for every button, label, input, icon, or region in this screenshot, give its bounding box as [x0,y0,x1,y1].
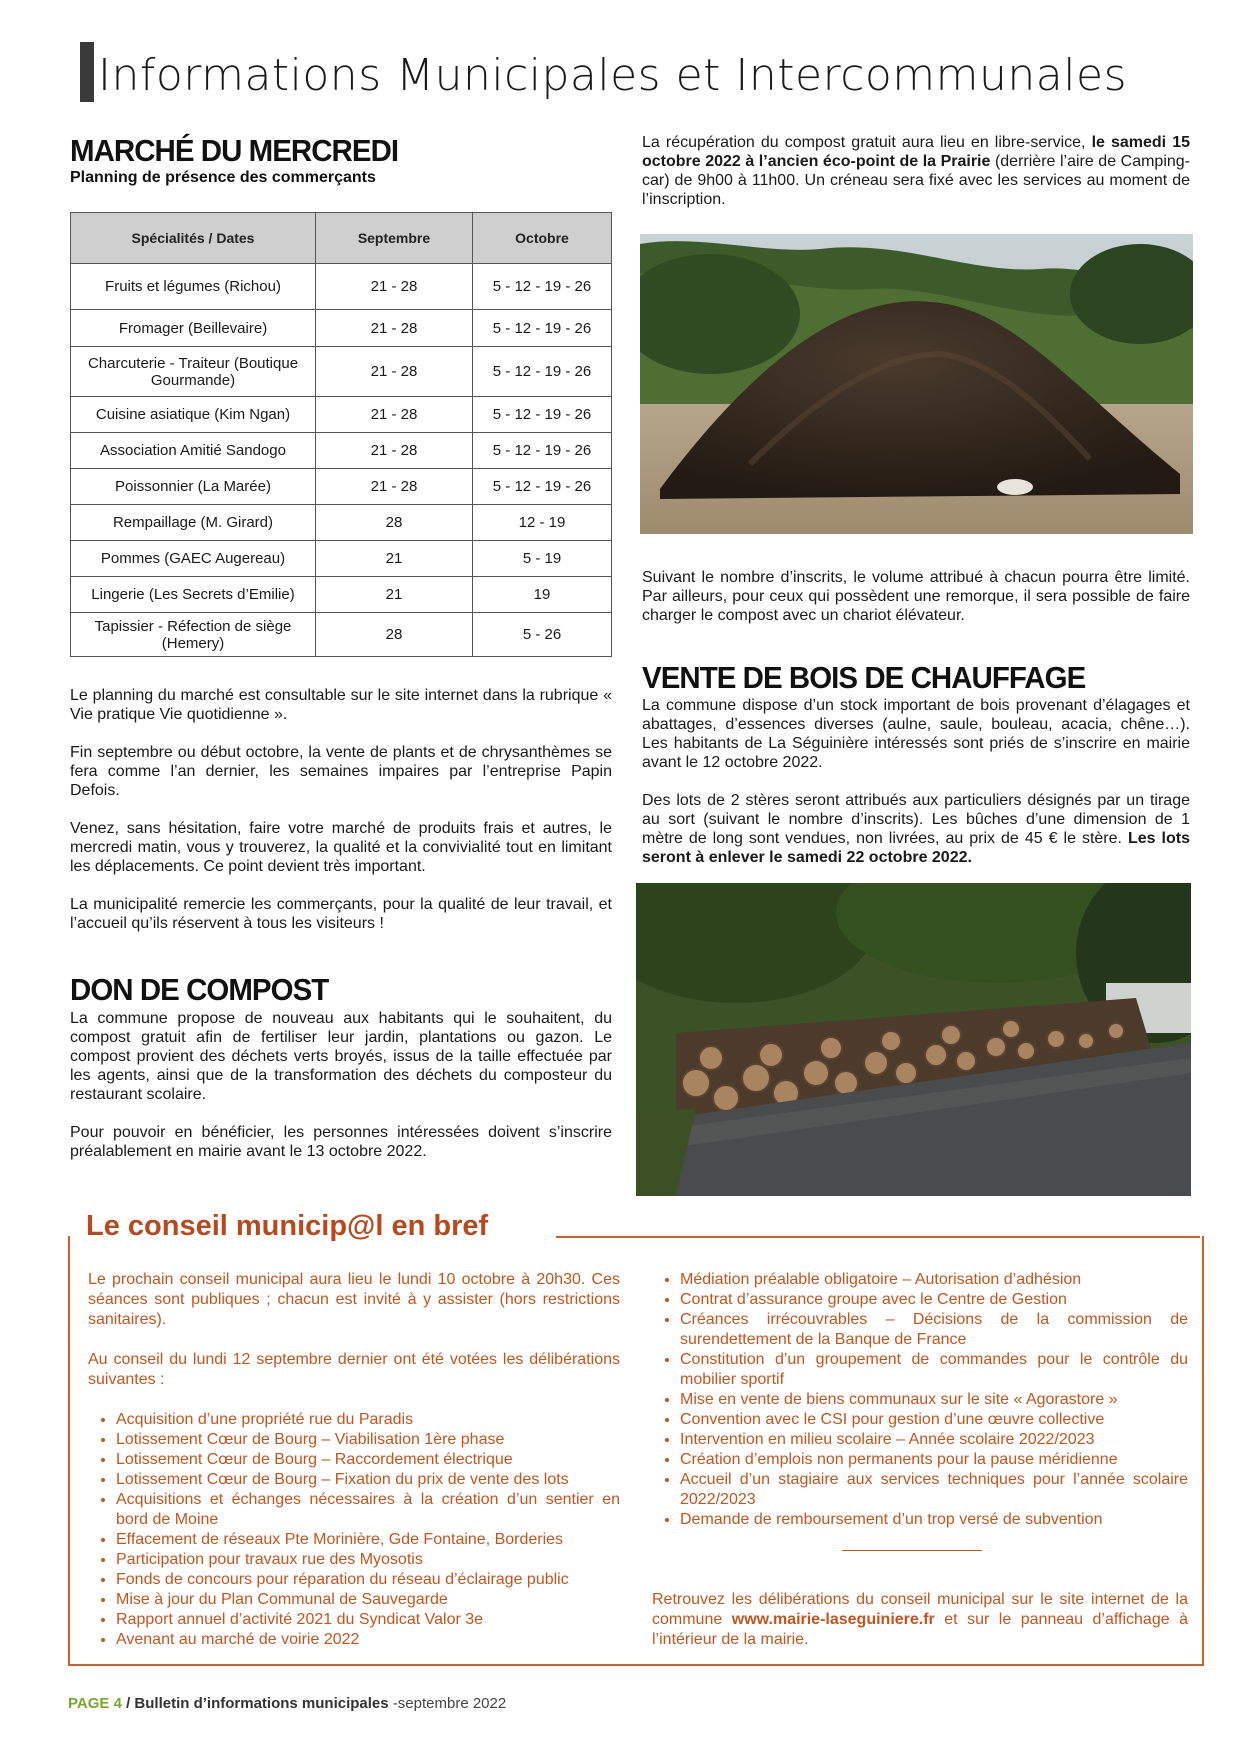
deliberations-list-left [88,1410,620,1650]
conseil-intro: Le prochain conseil municipal aura lieu le lundi 10 octobre à 20h30. Ces séances sont publiques ; chacun est invité à y assister (hors restrictions sanitaires). [88,1271,620,1328]
compost-after-text [642,568,1190,644]
cell-specialite: Cuisine asiatique (Kim Ngan) [71,397,316,433]
table-row [71,541,612,577]
cell-septembre: 21 - 28 [316,310,473,347]
deliberation-item: • Acquisition d’une propriété rue du Paradis [116,1410,620,1430]
compost-pickup-text [642,133,1190,228]
website-note-before: Retrouvez les délibérations du conseil municipal sur le site internet de la commune [652,1591,1188,1628]
deliberation-item: • Avenant au marché de voirie 2022 [116,1630,620,1650]
marche-paragraph: Venez, sans hésitation, faire votre marché de produits frais et autres, le mercredi matin, vous y trouverez, la qualité et la convivialité tout en limitant les déplacements. Ce point devient très important. [70,820,612,875]
bois-text [642,696,1190,886]
deliberation-item: • Effacement de réseaux Pte Morinière, Gde Fontaine, Borderies [116,1530,620,1550]
cell-specialite: Poissonnier (La Marée) [71,469,316,505]
deliberation-item: • Intervention en milieu scolaire – Année scolaire 2022/2023 [680,1430,1188,1450]
cell-specialite: Pommes (GAEC Augereau) [71,541,316,577]
table-row [71,310,612,347]
bois-paragraph: Des lots de 2 stères seront attribués aux particuliers désignés par un tirage au sort (suivant le nombre d’inscrits). Les bûches d’une dimension de 1 mètre de long sont vendues, non livrées, au prix de 45 € le stère. [642,792,1190,847]
website-note-after: et sur le panneau d’affichage à l’intérieur de la mairie. [652,1611,1189,1648]
footer-bulletin-name: Bulletin d’informations municipales [134,1695,389,1712]
cell-septembre: 21 - 28 [316,469,473,505]
firewood-stack-photo [636,883,1191,1196]
footer-page-number: PAGE 4 [68,1695,122,1712]
website-link[interactable]: www.mairie-laseguiniere.fr [731,1611,935,1628]
deliberation-item: • Contrat d’assurance groupe avec le Centre de Gestion [680,1290,1188,1310]
conseil-box-left-edge [68,1236,70,1666]
deliberation-item: • Rapport annuel d’activité 2021 du Syndicat Valor 3e [116,1610,620,1630]
column-header-specialites: Spécialités / Dates [71,213,316,264]
deliberation-item: • Lotissement Cœur de Bourg – Viabilisation 1ère phase [116,1430,620,1450]
deliberation-item: • Convention avec le CSI pour gestion d’une œuvre collective [680,1410,1188,1430]
conseil-title: Le conseil municip@l en bref [86,1210,489,1242]
cell-septembre: 21 - 28 [316,264,473,310]
cell-octobre: 5 - 12 - 19 - 26 [473,310,612,347]
deliberation-item: • Médiation préalable obligatoire – Autorisation d’adhésion [680,1270,1188,1290]
table-row [71,397,612,433]
compost-text [70,1009,612,1180]
cell-septembre: 21 - 28 [316,347,473,397]
bois-paragraph: La commune dispose d’un stock important de bois provenant d’élagages et abattages, d’essences diverses (aulne, saule, bouleau, acacia, chêne…). Les habitants de La Séguinière intéressés sont priés de s’inscrire en mairie avant le 12 octobre 2022. [642,697,1190,771]
page-title: Informations Municipales et Intercommunales [98,50,1127,101]
cell-octobre: 5 - 12 - 19 - 26 [473,433,612,469]
title-accent-bar [80,42,94,102]
compost-paragraph: Pour pouvoir en bénéficier, les personnes intéressées doivent s’inscrire préalablement en mairie avant le 13 octobre 2022. [70,1124,612,1160]
conseil-website-note [652,1590,1188,1650]
deliberation-item: • Lotissement Cœur de Bourg – Raccordement électrique [116,1450,620,1470]
marche-heading: MARCHÉ DU MERCREDI [70,133,399,168]
deliberation-item: • Mise en vente de biens communaux sur le site « Agorastore » [680,1390,1188,1410]
cell-septembre: 28 [316,613,473,657]
cell-septembre: 21 [316,541,473,577]
pickup-rest: (derrière l’aire de Camping-car) de 9h00 à 11h00. Un créneau sera fixé avec les services au moment de l’inscription. [642,153,1191,208]
deliberation-item: • Mise à jour du Plan Communal de Sauvegarde [116,1590,620,1610]
deliberation-item: • Lotissement Cœur de Bourg – Fixation du prix de vente des lots [116,1470,620,1490]
page-footer [68,1695,506,1712]
compost-paragraph: La commune propose de nouveau aux habitants qui le souhaitent, du compost gratuit afin de fertiliser leur jardin, plantations ou gazon. Le compost provient des déchets verts broyés, issus de la taille effectuée par les agents, ainsi que de la transformation des déchets du composteur du restaurant scolaire. [70,1010,612,1103]
deliberation-item: • Création d’emplois non permanents pour la pause méridienne [680,1450,1188,1470]
table-header-row [71,213,612,264]
marche-paragraph: La municipalité remercie les commerçants, pour la qualité de leur travail, et l’accueil qu’ils réservent à tous les visiteurs ! [70,896,612,932]
deliberation-item: • Constitution d’un groupement de commandes pour le contrôle du mobilier sportif [680,1350,1188,1390]
column-header-septembre: Septembre [316,213,473,264]
cell-octobre: 12 - 19 [473,505,612,541]
table-row [71,469,612,505]
table-row [71,347,612,397]
footer-date: -septembre 2022 [388,1695,507,1712]
marche-text [70,686,612,952]
marche-subheading: Planning de présence des commerçants [70,169,376,186]
pickup-date-location: le samedi 15 octobre 2022 à l’ancien éco-point de la Prairie [642,134,1190,170]
bois-pickup-date: Les lots seront à enlever le samedi 22 octobre 2022. [642,830,1190,866]
bois-heading: VENTE DE BOIS DE CHAUFFAGE [642,660,1086,695]
deliberation-item: • Demande de remboursement d’un trop versé de subvention [680,1510,1188,1530]
cell-septembre: 21 - 28 [316,397,473,433]
cell-specialite: Lingerie (Les Secrets d’Emilie) [71,577,316,613]
pickup-intro: La récupération du compost gratuit aura lieu en libre-service, [642,134,1092,151]
cell-specialite: Fromager (Beillevaire) [71,310,316,347]
compost-heading: DON DE COMPOST [70,972,329,1007]
market-schedule-table [70,212,612,657]
conseil-votes-intro: Au conseil du lundi 12 septembre dernier ont été votées les délibérations suivantes : [88,1351,620,1388]
deliberations-list-right [652,1270,1188,1530]
conseil-right-column [652,1270,1188,1530]
cell-octobre: 5 - 26 [473,613,612,657]
compost-pile-photo [640,234,1193,534]
cell-specialite: Tapissier - Réfection de siège (Hemery) [71,613,316,657]
deliberation-item: • Fonds de concours pour réparation du réseau d’éclairage public [116,1570,620,1590]
cell-octobre: 5 - 19 [473,541,612,577]
separator-rule [842,1550,982,1551]
cell-octobre: 19 [473,577,612,613]
table-row [71,505,612,541]
cell-septembre: 21 - 28 [316,433,473,469]
compost-after-paragraph: Suivant le nombre d’inscrits, le volume attribué à chacun pourra être limité. Par ailleurs, pour ceux qui possèdent une remorque, il sera possible de faire charger le compost avec un chariot élévateur. [642,569,1190,624]
table-row [71,613,612,657]
firewood-illustration [636,883,1191,1196]
cell-octobre: 5 - 12 - 19 - 26 [473,264,612,310]
marche-paragraph: Le planning du marché est consultable sur le site internet dans la rubrique « Vie pratique Vie quotidienne ». [70,687,612,723]
cell-septembre: 28 [316,505,473,541]
compost-pile-illustration [640,234,1193,534]
deliberation-item: • Accueil d’un stagiaire aux services techniques pour l’année scolaire 2022/2023 [680,1470,1188,1510]
cell-specialite: Rempaillage (M. Girard) [71,505,316,541]
deliberation-item: • Participation pour travaux rue des Myosotis [116,1550,620,1570]
table-row [71,577,612,613]
footer-slash: / [121,1695,135,1712]
cell-specialite: Fruits et légumes (Richou) [71,264,316,310]
cell-specialite: Association Amitié Sandogo [71,433,316,469]
column-header-octobre: Octobre [473,213,612,264]
cell-octobre: 5 - 12 - 19 - 26 [473,397,612,433]
cell-septembre: 21 [316,577,473,613]
table-row [71,264,612,310]
cell-octobre: 5 - 12 - 19 - 26 [473,469,612,505]
marche-paragraph: Fin septembre ou début octobre, la vente de plants et de chrysanthèmes se fera comme l’an dernier, les semaines impaires par l’entreprise Papin Defois. [70,744,612,799]
cell-octobre: 5 - 12 - 19 - 26 [473,347,612,397]
deliberation-item: • Acquisitions et échanges nécessaires à la création d’un sentier en bord de Moine [116,1490,620,1530]
deliberation-item: • Créances irrécouvrables – Décisions de la commission de surendettement de la Banque de France [680,1310,1188,1350]
table-row [71,433,612,469]
conseil-left-column [88,1270,620,1650]
cell-specialite: Charcuterie - Traiteur (Boutique Gourmande) [71,347,316,397]
